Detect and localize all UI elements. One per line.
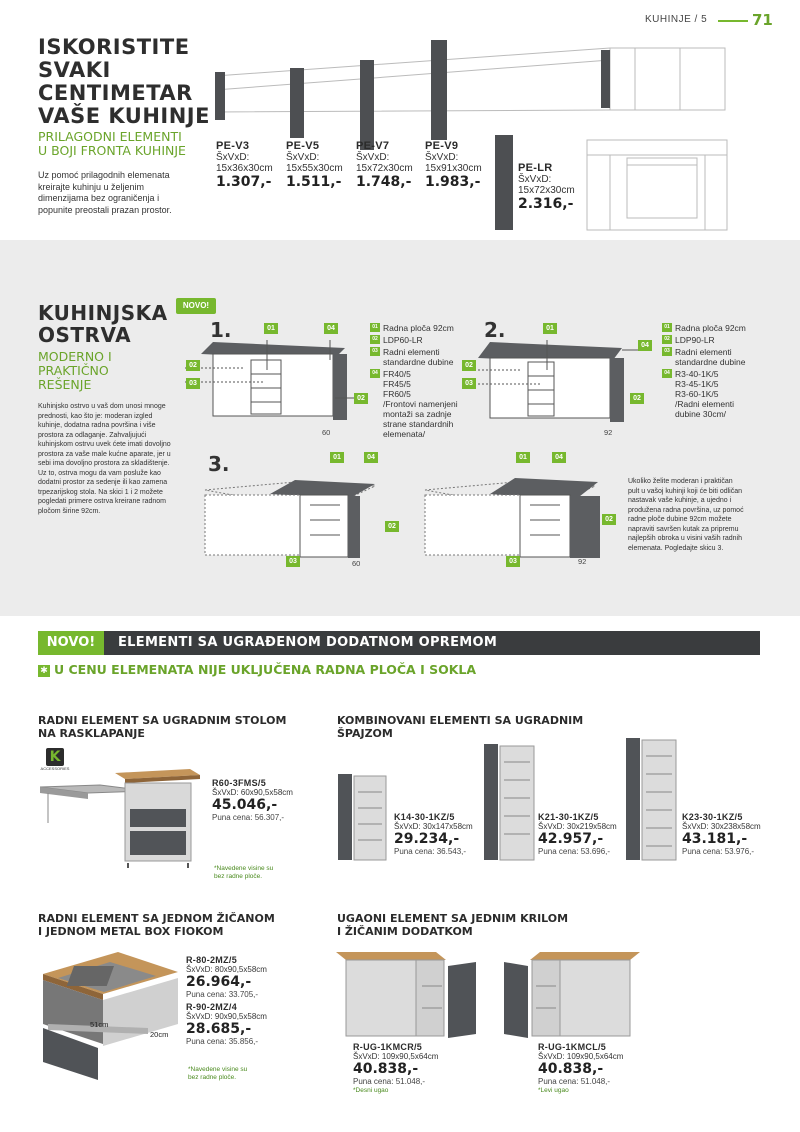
product-price: 29.234,- [394,831,460,847]
sketch3b-dim: 92 [578,557,587,566]
description-line: kreirajte kuhinju u željenim [38,181,145,192]
sketch2-badge-03: 03 [462,378,476,389]
sec1-note [214,865,273,881]
corner-element-right-image [336,946,486,1046]
title-line: ISKORISTITE [38,35,190,59]
sec4-product [538,1042,623,1095]
asterisk-icon: ✱ [38,665,50,677]
legend-badge: 03 [370,347,380,356]
title-line: VAŠE KUHINJE [38,104,210,128]
corner-element-left-image [500,946,650,1046]
sec4-title [337,912,568,938]
legend-badge: 01 [370,323,380,332]
product-dims: ŠxVxD: 109x90,5x64cm [538,1052,624,1061]
product-price: 40.838,- [353,1061,419,1077]
legend-line: /Frontovi namenjeni [383,399,458,409]
description-line: dimenzijama bez ograničenja i [38,193,160,203]
product-price: 43.181,- [682,831,748,847]
legend-line: R3-60-1K/5 [675,389,719,399]
product-full-price: Puna cena: 56.307,- [212,813,285,822]
kitchen-sketch [215,40,735,235]
product-code: R-UG-1KMCL/5 [538,1042,607,1052]
legend-line: strane standardnih [383,419,454,429]
product-dims: ŠxVxD: 30x219x58cm [538,822,617,831]
product-full-price: Puna cena: 35.856,- [186,1037,259,1046]
product-dims: 15x36x30cm [216,163,273,174]
header-rule [718,20,748,22]
product-code: K21-30-1KZ/5 [538,812,599,822]
page-number: 71 [752,11,773,29]
logo-k-icon: K [46,748,64,766]
legend-line: Radni elementi [383,347,440,357]
sketch-number-1: 1. [210,318,232,342]
legend-line: FR40/5 [383,369,411,379]
product-price: 26.964,- [186,974,252,990]
product-price: 40.838,- [538,1061,604,1077]
note-line: bez radne ploče. [188,1074,237,1081]
legend-badge: 02 [370,335,380,344]
product-code: PE-LR [518,162,553,174]
note-line: radne ploče dubine 92cm možete [628,516,732,523]
title-line: ŠPAJZOM [337,727,393,740]
title-line: UGAONI ELEMENT SA JEDNIM KRILOM [337,912,569,925]
pantry-k14-image [336,772,392,864]
legend-line: standardne dubine [383,357,454,367]
sec2-product [538,812,617,856]
top-product [216,140,286,190]
sketch3a-dim: 60 [352,559,361,568]
product-price: 1.307,- [216,174,272,190]
product-code: R-80-2MZ/5 [186,955,238,965]
sketch2-dim: 92 [604,428,613,437]
sketch1-badge-04: 04 [324,323,338,334]
product-dims: 15x55x30cm [286,163,343,174]
product-dims: ŠxVxD: 60x90,5x58cm [212,788,293,797]
product-price: 42.957,- [538,831,604,847]
island-sketch-3a [200,460,400,570]
description-line: trpezarijskog stola. Na skici 1 i 2 možete [38,488,163,496]
description-line: popunite preostali prazan prostor. [38,204,172,215]
product-dim-label: ŠxVxD: [356,152,390,163]
title-line: RADNI ELEMENT SA JEDNOM ŽIČANOM [38,912,275,925]
legend-line: Radni elementi [675,347,732,357]
legend-line: LDP60-LR [383,335,423,345]
title-line: KOMBINOVANI ELEMENTI SA UGRADNIM [337,714,584,727]
banner-novo: NOVO! [38,631,104,655]
title-line: CENTIMETAR [38,81,193,105]
island-description [38,402,198,516]
page-header [640,12,790,28]
product-dim-label: ŠxVxD: [425,152,459,163]
top-product [356,140,426,190]
price-notice [38,662,476,677]
dim-label-width: 51cm [90,1020,109,1029]
sec3-product [186,955,267,999]
sketch1-badge-02: 02 [354,393,368,404]
note-line: najlepših obroka u visini vaših radnih [628,535,743,542]
description-line: Kuhinjsko ostrvo u vaš dom unosi mnoge [38,403,166,410]
note-line: pult u vašoj kuhinji koji će biti odličan [628,487,743,495]
subtitle-line: U BOJI FRONTA KUHINJE [38,143,186,158]
note-line: produžena radna površina, uz pomoć [628,506,744,514]
legend-line: montaži sa zadnje [383,409,452,419]
legend-line: R3-40-1K/5 [675,369,719,379]
description-line: Uz pomoć prilagodnih elemenata [38,170,170,180]
legend-line: Radna ploča 92cm [383,323,454,333]
legend-line: dubine 30cm/ [675,409,727,419]
island-note [628,477,788,553]
dim-label-height: 20cm [150,1030,169,1039]
notice-text: U CENU ELEMENATA NIJE UKLJUČENA RADNA PLOČA I SOKLA [54,662,477,677]
novo-badge: NOVO! [176,298,216,314]
description-line: kuhinjskom ostrvu uvek ćete imati dovoljno [38,441,171,448]
sketch3b-badge-01: 01 [516,452,530,463]
sec1-product [212,778,293,822]
product-code: K14-30-1KZ/5 [394,812,455,822]
sketch1-badge-01: 01 [264,323,278,334]
subtitle-line: PRILAGODNI ELEMENTI [38,129,182,144]
note-line: elemenata. Pogledajte skicu 3. [628,544,724,552]
product-code: PE-V5 [286,140,320,152]
product-code: PE-V3 [216,140,250,152]
wire-drawer-element-image [38,944,183,1084]
product-dim-label: ŠxVxD: [216,152,250,163]
title-line: RADNI ELEMENT SA UGRADNIM STOLOM [38,714,287,727]
sec3-title [38,912,275,938]
product-dims: 15x72x30cm [356,163,413,174]
legend-line: standardne dubine [675,357,746,367]
top-product [518,162,593,212]
description-line: prostora za vaše male kućne aparate, jer u [38,450,171,458]
product-price: 1.511,- [286,174,342,190]
sec3-product [186,1002,267,1046]
description-line: dodatni prostor za sedenje ili kao zamena [38,479,168,486]
legend-line: LDP90-LR [675,335,715,345]
pantry-k23-image [624,736,682,864]
sketch-number-2: 2. [484,318,506,342]
legend-badge: 04 [662,369,672,378]
product-dims: 15x91x30cm [425,163,482,174]
island-title [38,302,168,346]
product-price: 28.685,- [186,1021,252,1037]
product-dims: ŠxVxD: 80x90,5x58cm [186,965,267,974]
note-line: *Navedene visine su [214,865,274,872]
description-line: prednosti, kao što je: moderan izgled [38,412,153,420]
sec2-title [337,714,583,740]
legend-line: FR45/5 [383,379,411,389]
product-full-price: Puna cena: 53.976,- [682,847,755,856]
product-dims: ŠxVxD: 30x147x58cm [394,822,473,831]
sketch3a-badge-04: 04 [364,452,378,463]
section-label: KUHINJE / 5 [645,14,708,25]
title-line: I ŽIČANIM DODATKOM [337,925,473,938]
sketch1-badge-03: 03 [186,378,200,389]
legend-badge: 04 [370,369,380,378]
product-price: 1.983,- [425,174,481,190]
title-line: NA RASKLAPANJE [38,727,145,740]
product-dims: ŠxVxD: 109x90,5x64cm [353,1052,439,1061]
note-line: napraviti savršen kutak za pripremu [628,525,739,533]
product-price: 45.046,- [212,797,278,813]
island-sketch-3b [420,460,620,570]
product-code: PE-V9 [425,140,459,152]
title-line: OSTRVA [38,323,132,347]
description-line: sebi ima dovoljno prostora za skladištenje. [38,460,170,467]
island-sketch-2 [462,330,642,440]
product-dims: ŠxVxD: 90x90,5x58cm [186,1012,267,1021]
sketch1-badge-02: 02 [186,360,200,371]
legend-line: Radna ploča 92cm [675,323,746,333]
product-code: R-UG-1KMCR/5 [353,1042,423,1052]
sketch2-badge-02: 02 [462,360,476,371]
sketch2-badge-02: 02 [630,393,644,404]
sketch3a-badge-03: 03 [286,556,300,567]
legend-2 [662,323,772,419]
legend-line: /Radni elementi [675,399,735,409]
sec2-product [682,812,761,856]
sketch3b-badge-04: 04 [552,452,566,463]
sec2-product [394,812,473,856]
subtitle-line: PRAKTIČNO [38,363,109,378]
note-line: nastavak vaše kuhinje, a ujedno i [628,497,732,504]
product-dims: ŠxVxD: 30x238x58cm [682,822,761,831]
sketch3a-badge-02: 02 [385,521,399,532]
product-price: 2.316,- [518,196,574,212]
banner-title: ELEMENTI SA UGRAĐENOM DODATNOM OPREMOM [118,635,498,650]
description-line: prostora za odlaganje. Zahvaljujući [38,431,147,439]
product-full-price: Puna cena: 36.543,- [394,847,467,856]
note-line: bez radne ploče. [214,873,263,880]
sketch2-badge-01: 01 [543,323,557,334]
title-line: SVAKI [38,58,111,82]
product-dims: 15x72x30cm [518,185,575,196]
product-full-price: Puna cena: 53.696,- [538,847,611,856]
product-note: *Levi ugao [538,1087,569,1094]
legend-badge: 01 [662,323,672,332]
sketch3a-badge-01: 01 [330,452,344,463]
product-code: K23-30-1KZ/5 [682,812,743,822]
sec1-title [38,714,286,740]
legend-badge: 03 [662,347,672,356]
product-price: 1.748,- [356,174,412,190]
sketch-number-3: 3. [208,452,230,476]
description-line: pogledati primere ostrva kreirane radnom [38,498,167,505]
product-code: R-90-2MZ/4 [186,1002,238,1012]
top-product [425,140,500,190]
legend-line: FR60/5 [383,389,411,399]
subtitle-line: MODERNO I [38,349,112,364]
product-full-price: Puna cena: 51.048,- [538,1077,611,1086]
novo-banner [38,631,760,655]
sketch2-badge-04: 04 [638,340,652,351]
product-code: PE-V7 [356,140,390,152]
note-line: Ukoliko želite moderan i praktičan [628,478,733,485]
top-subtitle [38,130,186,158]
top-description [38,170,172,216]
legend-line: elemenata/ [383,429,426,439]
legend-line: R3-45-1K/5 [675,379,719,389]
island-sketch-1 [185,330,365,440]
sketch3b-badge-03: 03 [506,556,520,567]
product-full-price: Puna cena: 51.048,- [353,1077,426,1086]
legend-badge: 02 [662,335,672,344]
product-dim-label: ŠxVxD: [286,152,320,163]
pantry-k21-image [482,742,540,864]
note-line: *Navedene visine su [188,1066,248,1073]
description-line: pločom širine 92cm. [38,507,101,515]
product-note: *Desni ugao [353,1087,389,1094]
island-subtitle [38,350,112,392]
product-full-price: Puna cena: 33.705,- [186,990,259,999]
folding-table-element-image [40,765,200,870]
title-line: KUHINJSKA [38,301,168,325]
sketch3b-badge-02: 02 [602,514,616,525]
sec4-product [353,1042,438,1095]
product-dim-label: ŠxVxD: [518,174,552,185]
subtitle-line: REŠENJE [38,377,92,392]
description-line: kuhinje, dodatna radna površina i više [38,422,156,429]
top-product [286,140,356,190]
title-line: I JEDNOM METAL BOX FIOKOM [38,925,224,938]
logo-caption: ACCESSORIES [40,766,70,771]
sketch1-dim: 60 [322,428,331,437]
description-line: Uz to, ostrva mogu da vam posluže kao [38,469,161,477]
product-code: R60-3FMS/5 [212,778,267,788]
sec3-note [188,1066,247,1082]
